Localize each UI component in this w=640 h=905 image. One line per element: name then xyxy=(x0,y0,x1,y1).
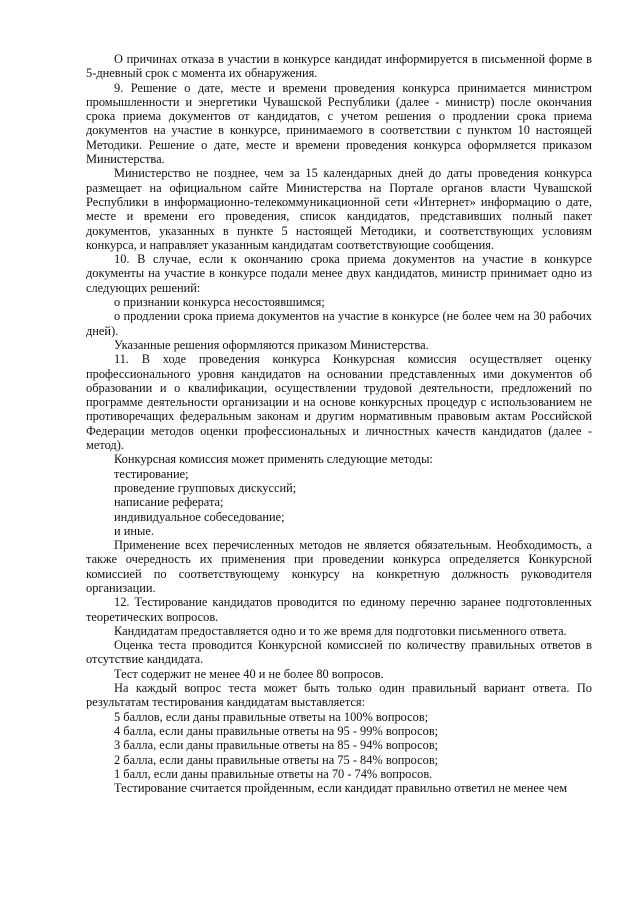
list-item-score-1: 1 балл, если даны правильные ответы на 70 - 74% вопросов. xyxy=(114,766,433,781)
paragraph-item-9: 9. Решение о дате, месте и времени проведения конкурса принимается министром промышленности и энергетики Чувашской Республики (далее - министр) после окончания срока приема документов от кандидатов, с учетом решения о продлении срока приема документов на участие в конкурсе, принимаемого в соответствии с пунктом 10 настоящей Методики. Решение о дате, месте и времени проведения конкурса оформляется приказом Министерства. xyxy=(86,80,592,167)
paragraph-answer-time: Кандидатам предоставляется одно и то же время для подготовки письменного ответа. xyxy=(114,623,567,638)
paragraph-decision-order: Указанные решения оформляются приказом Министерства. xyxy=(114,337,429,352)
paragraph-test-size: Тест содержит не менее 40 и не более 80 вопросов. xyxy=(114,666,384,681)
list-item-method-other: и иные. xyxy=(114,523,154,538)
paragraph-refusal-notice: О причинах отказа в участии в конкурсе кандидат информируется в письменной форме в 5-дневный срок с момента их обнаружения. xyxy=(86,52,592,81)
list-item-method-interview: индивидуальное собеседование; xyxy=(114,509,285,524)
paragraph-methods-application: Применение всех перечисленных методов не является обязательным. Необходимость, а также очередность их применения при проведении конкурса определяется Конкурсной комиссией по соответствующему конкурсу на конкретную должность руководителя организации. xyxy=(86,538,592,595)
list-item-score-4: 4 балла, если даны правильные ответы на 95 - 99% вопросов; xyxy=(114,723,439,738)
paragraph-publication: Министерство не позднее, чем за 15 календарных дней до даты проведения конкурса размещает на официальном сайте Министерства на Портале органов власти Чувашской Республики в информационно-телекоммуникационной сети «Интернет» информацию о дате, месте и времени его проведения, список кандидатов, представивших полный пакет документов, указанных в пункте 5 настоящей Методики, и соответствующих условиям конкурса, и направляет указанным кандидатам соответствующие сообщения. xyxy=(86,166,592,252)
list-item-method-essay: написание реферата; xyxy=(114,495,224,510)
paragraph-test-passed: Тестирование считается пройденным, если кандидат правильно ответил не менее чем xyxy=(114,781,568,796)
list-item-score-2: 2 балла, если даны правильные ответы на 75 - 84% вопросов; xyxy=(114,752,439,767)
paragraph-test-evaluation: Оценка теста проводится Конкурсной комиссией по количеству правильных ответов в отсутствие кандидата. xyxy=(86,638,592,667)
paragraph-scoring-intro: На каждый вопрос теста может быть только один правильный вариант ответа. По результатам тестирования кандидатам выставляется: xyxy=(86,681,592,710)
paragraph-item-11: 11. В ходе проведения конкурса Конкурсная комиссия осуществляет оценку профессионального уровня кандидатов на основании представленных ими документов об образовании и о квалификации, осуществлении трудовой деятельности, предложений по программе деятельности организации и на основе конкурсных процедур с использованием не противоречащих федеральным законам и другим нормативным правовым актам Российской Федерации методов оценки профессиональных и личностных качеств кандидатов (далее - метод). xyxy=(86,352,592,453)
list-item-method-testing: тестирование; xyxy=(114,466,189,481)
list-item-decision-failed: о признании конкурса несостоявшимся; xyxy=(114,295,325,310)
paragraph-methods-intro: Конкурсная комиссия может применять следующие методы: xyxy=(114,452,433,467)
paragraph-item-12: 12. Тестирование кандидатов проводится по единому перечню заранее подготовленных теоретических вопросов. xyxy=(86,595,592,624)
list-item-method-discussion: проведение групповых дискуссий; xyxy=(114,480,297,495)
list-item-decision-extend: о продлении срока приема документов на участие в конкурсе (не более чем на 30 рабочих дней). xyxy=(86,309,592,338)
paragraph-item-10: 10. В случае, если к окончанию срока приема документов на участие в конкурсе документы на участие в конкурсе подали менее двух кандидатов, министр принимает одно из следующих решений: xyxy=(86,252,592,295)
list-item-score-5: 5 баллов, если даны правильные ответы на 100% вопросов; xyxy=(114,709,429,724)
list-item-score-3: 3 балла, если даны правильные ответы на 85 - 94% вопросов; xyxy=(114,738,439,753)
document-page xyxy=(86,52,592,795)
